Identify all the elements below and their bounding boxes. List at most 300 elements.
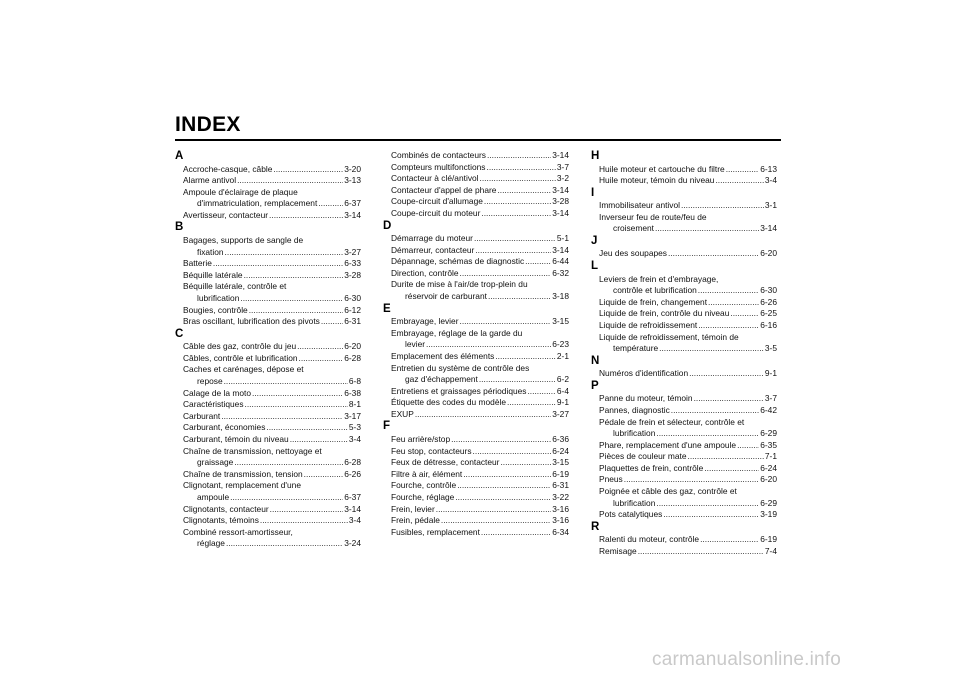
entry-text: Embrayage, levier: [391, 316, 459, 327]
entry-text: Embrayage, réglage de la garde du: [391, 327, 523, 338]
entry-page: 5-3: [348, 422, 361, 433]
dot-leader: [240, 293, 343, 305]
entry-page: 6-35: [760, 439, 777, 450]
entry-page: 6-2: [556, 374, 569, 385]
dot-leader: [436, 504, 551, 516]
section-letter: J: [591, 234, 598, 247]
index-entry: [175, 480, 361, 503]
entry-page: 3-16: [552, 503, 569, 514]
index-entry: [591, 368, 777, 380]
section-letter: C: [175, 327, 184, 340]
dot-leader: [273, 164, 343, 176]
entry-page: 6-32: [552, 267, 569, 278]
entry-page: 2-1: [556, 350, 569, 361]
dot-leader: [460, 316, 552, 328]
dot-leader: [290, 434, 348, 446]
section-letter: E: [383, 302, 391, 315]
entry-text: EXUP: [391, 408, 414, 419]
entry-page: 6-37: [344, 491, 361, 502]
entry-text: Pièces de couleur mate: [599, 451, 687, 462]
entry-page: 3-14: [552, 150, 569, 160]
dot-leader: [487, 162, 556, 174]
entry-text: Contacteur à clé/antivol: [391, 173, 479, 184]
dot-leader: [689, 368, 764, 380]
entry-page: 3-15: [552, 316, 569, 327]
entry-text: Phare, remplacement d'une ampoule: [599, 439, 737, 450]
entry-text: Batterie: [183, 258, 212, 269]
index-entry: [383, 397, 569, 409]
index-entry: [591, 248, 777, 260]
entry-page: 3-2: [556, 173, 569, 184]
entry-text: Plaquettes de frein, contrôle: [599, 462, 704, 473]
dot-leader: [688, 451, 764, 463]
index-entry: [383, 434, 569, 446]
entry-page: 3-27: [344, 246, 361, 257]
index-entry: [591, 175, 777, 187]
dot-leader: [663, 509, 759, 521]
dot-leader: [481, 208, 551, 220]
dot-leader: [497, 185, 551, 197]
entry-text: Coupe-circuit d'allumage: [391, 196, 483, 207]
index-entry: [591, 440, 777, 452]
entry-page: 6-12: [344, 304, 361, 315]
index-entry: [175, 446, 361, 469]
entry-page: 3-4: [348, 433, 361, 444]
entry-page: 3-7: [556, 161, 569, 172]
entry-text: réservoir de carburant: [405, 291, 487, 302]
entry-page: 3-14: [552, 244, 569, 255]
entry-page: 3-5: [764, 343, 777, 354]
index-entry: [591, 320, 777, 332]
entry-page: 6-19: [760, 534, 777, 545]
dot-leader: [484, 196, 551, 208]
index-entry: [383, 256, 569, 268]
entry-page: 3-27: [552, 408, 569, 419]
dot-leader: [270, 504, 344, 516]
index-entry: [175, 388, 361, 400]
index-entry: [383, 480, 569, 492]
dot-leader: [249, 305, 344, 317]
entry-text: Feu stop, contacteurs: [391, 445, 472, 456]
index-entry: [383, 208, 569, 220]
entry-text: Ralenti du moteur, contrôle: [599, 534, 700, 545]
entry-text: Pots catalytiques: [599, 509, 663, 520]
entry-page: 3-13: [344, 175, 361, 186]
index-entry: [591, 212, 777, 235]
index-entry: [383, 162, 569, 174]
dot-leader: [708, 297, 759, 309]
dot-leader: [525, 256, 551, 268]
entry-text: Béquille latérale: [183, 269, 243, 280]
entry-text: Caractéristiques: [183, 399, 244, 410]
dot-leader: [698, 320, 759, 332]
dot-leader: [224, 376, 348, 388]
dot-leader: [479, 374, 556, 386]
dot-leader: [213, 258, 343, 270]
index-entry: [175, 515, 361, 527]
dot-leader: [415, 409, 551, 421]
dot-leader: [668, 248, 759, 260]
dot-leader: [457, 480, 551, 492]
index-entry: [175, 434, 361, 446]
entry-text: Panne du moteur, témoin: [599, 393, 693, 404]
index-entry: [591, 393, 777, 405]
entry-text: Carburant, économies: [183, 422, 266, 433]
dot-leader: [252, 388, 343, 400]
entry-text: Liquide de frein, contrôle du niveau: [599, 308, 730, 319]
entry-text: Numéros d'identification: [599, 368, 689, 379]
entry-page: 6-28: [344, 352, 361, 363]
entry-text: réglage: [197, 538, 225, 549]
entry-text: Poignée et câble des gaz, contrôle et: [599, 486, 737, 497]
index-entry: [175, 422, 361, 434]
dot-leader: [495, 351, 556, 363]
index-entry: [175, 270, 361, 282]
index-entry: [175, 235, 361, 258]
index-entry: [591, 486, 777, 509]
entry-text: Liquide de refroidissement: [599, 319, 698, 330]
title-rule: [175, 139, 781, 141]
entry-text: lubrification: [197, 292, 240, 303]
entry-text: Clignotants, contacteur: [183, 503, 269, 514]
dot-leader: [681, 200, 764, 212]
entry-text: Câbles, contrôle et lubrification: [183, 352, 298, 363]
entry-page: 6-24: [760, 462, 777, 473]
entry-text: Câble des gaz, contrôle du jeu: [183, 341, 297, 352]
entry-text: Carburant, témoin du niveau: [183, 433, 289, 444]
index-entry: [383, 233, 569, 245]
index-entry: [175, 316, 361, 328]
dot-leader: [694, 393, 764, 405]
section-letter: L: [591, 260, 599, 273]
section-letter: R: [591, 520, 600, 533]
entry-text: Démarreur, contacteur: [391, 244, 475, 255]
page-title: INDEX: [175, 113, 241, 136]
entry-text: Entretien du système de contrôle des: [391, 362, 530, 373]
entry-text: Accroche-casque, câble: [183, 163, 273, 174]
index-entry: [175, 210, 361, 222]
entry-page: 6-28: [344, 457, 361, 468]
dot-leader: [473, 446, 552, 458]
dot-leader: [671, 405, 759, 417]
dot-leader: [269, 210, 343, 222]
entry-text: croisement: [613, 223, 654, 234]
entry-page: 7-1: [764, 451, 777, 462]
dot-leader: [221, 411, 343, 423]
entry-text: Remisage: [599, 545, 637, 556]
index-entry: [383, 457, 569, 469]
dot-leader: [451, 434, 551, 446]
index-entry: [591, 463, 777, 475]
dot-leader: [659, 343, 764, 355]
entry-page: 8-1: [348, 399, 361, 410]
dot-leader: [230, 492, 343, 504]
entry-page: 6-30: [760, 285, 777, 296]
dot-leader: [441, 515, 551, 527]
dot-leader: [715, 175, 763, 187]
dot-leader: [299, 353, 344, 365]
entry-text: Direction, contrôle: [391, 267, 459, 278]
entry-page: 3-4: [348, 515, 361, 526]
entry-page: 3-14: [552, 184, 569, 195]
entry-text: Bougies, contrôle: [183, 304, 248, 315]
dot-leader: [730, 308, 759, 320]
entry-text: Durite de mise à l'air/de trop-plein du: [391, 279, 528, 290]
entry-page: 3-28: [344, 269, 361, 280]
dot-leader: [225, 247, 344, 259]
entry-text: Pannes, diagnostic: [599, 404, 670, 415]
entry-page: 3-20: [344, 163, 361, 174]
index-entry: [591, 164, 777, 176]
index-entry: [591, 417, 777, 440]
entry-text: levier: [405, 339, 426, 350]
entry-text: Fourche, réglage: [391, 491, 455, 502]
entry-text: Combinés de contacteurs: [391, 150, 486, 160]
section-letter: D: [383, 219, 392, 232]
dot-leader: [260, 515, 348, 527]
entry-page: 6-8: [348, 376, 361, 386]
entry-text: Bagages, supports de sangle de: [183, 234, 304, 245]
entry-text: Chaîne de transmission, tension: [183, 468, 303, 479]
entry-page: 6-42: [760, 404, 777, 415]
entry-text: Liquide de refroidissement, témoin de: [599, 331, 739, 342]
entry-page: 3-16: [552, 515, 569, 526]
index-entry: [175, 469, 361, 481]
index-entry: [591, 509, 777, 521]
dot-leader: [656, 428, 759, 440]
entry-page: 3-14: [552, 207, 569, 218]
entry-text: d'immatriculation, remplacement: [197, 198, 318, 209]
dot-leader: [527, 386, 555, 398]
dot-leader: [234, 457, 343, 469]
entry-text: Feu arrière/stop: [391, 433, 451, 444]
index-entry: [383, 316, 569, 328]
entry-page: 6-44: [552, 256, 569, 267]
entry-page: 6-20: [760, 248, 777, 259]
entry-page: 6-26: [344, 468, 361, 479]
entry-page: 3-15: [552, 457, 569, 468]
entry-text: repose: [197, 376, 223, 386]
dot-leader: [726, 164, 760, 176]
dot-leader: [460, 268, 552, 280]
entry-page: 9-1: [556, 397, 569, 408]
entry-page: 6-24: [552, 445, 569, 456]
entry-text: Pneus: [599, 474, 623, 485]
entry-page: 6-29: [760, 497, 777, 508]
index-entry: [383, 492, 569, 504]
index-entry: [591, 534, 777, 546]
entry-text: Entretiens et graissages périodiques: [391, 385, 527, 396]
index-entry: [591, 332, 777, 355]
index-column-1: [175, 150, 361, 550]
dot-leader: [700, 534, 759, 546]
entry-page: 9-1: [764, 368, 777, 379]
entry-text: Frein, levier: [391, 503, 435, 514]
index-entry: [383, 279, 569, 302]
index-column-2: [383, 150, 569, 538]
entry-text: Combiné ressort-amortisseur,: [183, 526, 293, 537]
entry-text: Contacteur d'appel de phare: [391, 184, 497, 195]
entry-page: 5-1: [556, 233, 569, 244]
entry-page: 3-22: [552, 491, 569, 502]
entry-page: 6-38: [344, 387, 361, 398]
entry-text: gaz d'échappement: [405, 374, 478, 385]
index-entry: [175, 399, 361, 411]
entry-text: Frein, pédale: [391, 515, 440, 526]
entry-text: Fourche, contrôle: [391, 480, 457, 491]
entry-page: 3-17: [344, 410, 361, 421]
index-column-3: [591, 150, 777, 558]
entry-text: graissage: [197, 457, 234, 468]
dot-leader: [488, 291, 551, 303]
entry-text: Démarrage du moteur: [391, 233, 473, 244]
index-entry: [591, 274, 777, 297]
entry-page: 6-37: [344, 198, 361, 209]
entry-page: 3-14: [760, 223, 777, 234]
dot-leader: [321, 316, 343, 328]
entry-text: Immobilisateur antivol: [599, 200, 680, 211]
dot-leader: [226, 538, 343, 550]
entry-text: Emplacement des éléments: [391, 350, 495, 361]
entry-page: 6-31: [344, 316, 361, 327]
index-entry: [175, 353, 361, 365]
dot-leader: [500, 457, 551, 469]
section-letter: A: [175, 150, 184, 162]
dot-leader: [304, 469, 344, 481]
entry-page: 6-20: [760, 474, 777, 485]
index-entry: [383, 515, 569, 527]
entry-page: 6-4: [556, 385, 569, 396]
entry-text: lubrification: [613, 497, 656, 508]
entry-text: Avertisseur, contacteur: [183, 209, 269, 220]
index-entry: [175, 411, 361, 423]
entry-page: 3-28: [552, 196, 569, 207]
entry-page: 3-19: [760, 509, 777, 520]
index-entry: [383, 409, 569, 421]
dot-leader: [507, 397, 556, 409]
index-entry: [175, 281, 361, 304]
index-entry: [591, 474, 777, 486]
index-entry: [383, 328, 569, 351]
entry-text: Chaîne de transmission, nettoyage et: [183, 445, 322, 456]
entry-text: Béquille latérale, contrôle et: [183, 281, 287, 292]
entry-text: Huile moteur et cartouche du filtre: [599, 163, 725, 174]
dot-leader: [237, 175, 343, 187]
dot-leader: [698, 285, 759, 297]
dot-leader: [266, 422, 347, 434]
index-entry: [591, 546, 777, 558]
section-letter: I: [591, 186, 595, 199]
dot-leader: [624, 474, 759, 486]
section-letter: N: [591, 354, 600, 367]
dot-leader: [475, 245, 551, 257]
entry-page: 6-29: [760, 428, 777, 439]
index-entry: [383, 196, 569, 208]
index-entry: [591, 297, 777, 309]
dot-leader: [737, 440, 759, 452]
entry-page: 6-19: [552, 468, 569, 479]
dot-leader: [297, 341, 343, 353]
entry-text: Compteurs multifonctions: [391, 161, 486, 172]
index-entry: [383, 173, 569, 185]
entry-text: Jeu des soupapes: [599, 248, 667, 259]
entry-text: Coupe-circuit du moteur: [391, 207, 481, 218]
entry-page: 6-16: [760, 319, 777, 330]
dot-leader: [244, 270, 344, 282]
entry-page: 6-13: [760, 163, 777, 174]
entry-text: température: [613, 343, 659, 354]
entry-page: 6-30: [344, 292, 361, 303]
dot-leader: [463, 469, 551, 481]
dot-leader: [487, 150, 551, 162]
section-letter: F: [383, 420, 391, 433]
entry-page: 7-4: [764, 545, 777, 556]
index-entry: [383, 504, 569, 516]
entry-page: 6-26: [760, 296, 777, 307]
index-entry: [383, 245, 569, 257]
entry-text: Inverseur feu de route/feu de: [599, 211, 707, 222]
dot-leader: [638, 546, 764, 558]
entry-text: Dépannage, schémas de diagnostic: [391, 256, 525, 267]
entry-text: Fusibles, remplacement: [391, 526, 480, 537]
dot-leader: [656, 498, 759, 510]
entry-text: Filtre à air, élément: [391, 468, 463, 479]
dot-leader: [426, 339, 551, 351]
index-entry: [591, 308, 777, 320]
index-entry: [175, 305, 361, 317]
entry-text: Ampoule d'éclairage de plaque: [183, 186, 298, 197]
entry-page: 6-31: [552, 480, 569, 491]
index-entry: [383, 446, 569, 458]
entry-text: fixation: [197, 246, 224, 257]
entry-text: ampoule: [197, 491, 230, 502]
entry-text: lubrification: [613, 428, 656, 439]
dot-leader: [481, 527, 551, 539]
entry-text: Alarme antivol: [183, 175, 237, 186]
index-entry: [383, 268, 569, 280]
section-letter: P: [591, 379, 599, 392]
entry-page: 3-4: [764, 175, 777, 186]
entry-text: Bras oscillant, lubrification des pivots: [183, 316, 320, 327]
dot-leader: [455, 492, 551, 504]
entry-page: 6-36: [552, 433, 569, 444]
entry-page: 6-25: [760, 308, 777, 319]
index-entry: [175, 175, 361, 187]
entry-page: 6-20: [344, 341, 361, 352]
section-letter: H: [591, 150, 600, 162]
index-entry: [591, 200, 777, 212]
entry-page: 3-24: [344, 538, 361, 549]
entry-text: Carburant: [183, 410, 221, 421]
entry-page: 3-14: [344, 503, 361, 514]
watermark-text: carmanualsonline.info: [652, 649, 842, 670]
index-entry: [175, 504, 361, 516]
entry-page: 6-34: [552, 526, 569, 537]
entry-page: 3-18: [552, 291, 569, 302]
entry-text: Clignotant, remplacement d'une: [183, 480, 301, 491]
entry-page: 6-33: [344, 258, 361, 269]
index-entry: [175, 187, 361, 210]
dot-leader: [655, 223, 759, 235]
entry-text: Leviers de frein et d'embrayage,: [599, 273, 719, 284]
entry-text: Étiquette des codes du modèle: [391, 397, 507, 408]
entry-text: Clignotants, témoins: [183, 515, 259, 526]
dot-leader: [474, 233, 556, 245]
index-entry: [175, 341, 361, 353]
entry-page: 3-14: [344, 209, 361, 220]
dot-leader: [245, 399, 348, 411]
index-entry: [175, 164, 361, 176]
